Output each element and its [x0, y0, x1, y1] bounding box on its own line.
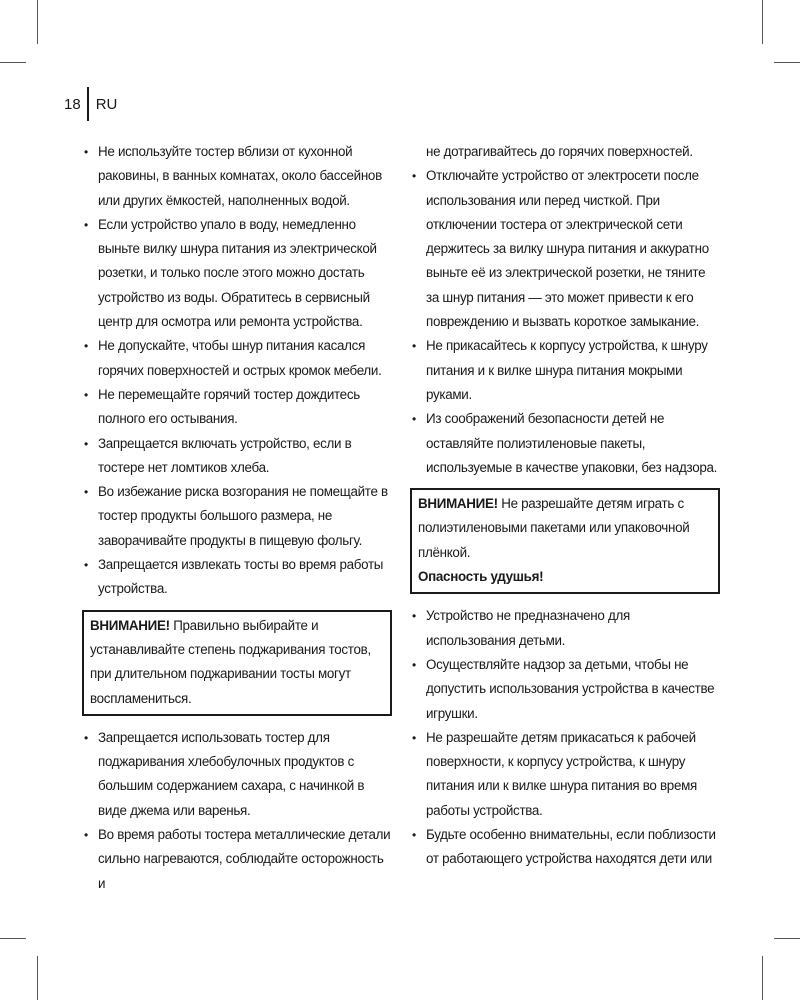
list-item: • Запрещается извлекать тосты во время работы устройства.	[82, 553, 392, 602]
safety-list	[82, 726, 392, 896]
warning-label: ВНИМАНИЕ!	[418, 496, 498, 512]
list-item: • Запрещается использовать тостер для поджаривания хлебобулочных продуктов с большим содержанием сахара, с начинкой в виде джема или варенья.	[82, 726, 392, 823]
safety-list	[410, 164, 720, 480]
safety-list	[410, 604, 720, 871]
page-header	[64, 86, 117, 122]
language-code: RU	[95, 95, 118, 113]
list-item: • Не используйте тостер вблизи от кухонной раковины, в ванных комнатах, около бассейнов или других ёмкостей, наполненных водой.	[82, 140, 392, 213]
crop-mark-bottom-right-h	[774, 938, 800, 939]
list-item: • Будьте особенно внимательны, если поблизости от работающего устройства находятся дети или	[410, 823, 720, 872]
list-item: • Отключайте устройство от электросети после использования или перед чисткой. При отключении тостера от электрической сети держитесь за вилку шнура питания и аккуратно выньте её из электрической розетки, не тяните за шнур питания — это может привести к его повреждению и вызвать короткое замыкание.	[410, 164, 720, 334]
list-item: • Не разрешайте детям прикасаться к рабочей поверхности, к корпусу устройства, к шнуру питания или к вилке шнура питания во время работы устройства.	[410, 726, 720, 823]
warning-label: ВНИМАНИЕ!	[90, 617, 170, 633]
warning-emphasis: Опасность удушья!	[418, 569, 544, 585]
warning-box	[82, 610, 392, 716]
warning-box	[410, 488, 720, 594]
list-item: • Не перемещайте горячий тостер дождитесь полного его остывания.	[82, 383, 392, 432]
list-item: • Не допускайте, чтобы шнур питания касался горячих поверхностей и острых кромок мебели.	[82, 334, 392, 383]
list-item: • Из соображений безопасности детей не оставляйте полиэтиленовые пакеты, используемые в качестве упаковки, без надзора.	[410, 407, 720, 480]
crop-mark-top-left-h	[0, 62, 26, 63]
list-item: • Запрещается включать устройство, если в тостере нет ломтиков хлеба.	[82, 432, 392, 481]
crop-mark-top-right-h	[774, 62, 800, 63]
page-number: 18	[64, 95, 81, 113]
crop-mark-bottom-left-h	[0, 938, 26, 939]
warning-text: Не разрешайте детям играть с полиэтиленовыми пакетами или упаковочной плёнкой.	[418, 496, 690, 560]
list-item: • Во избежание риска возгорания не помещайте в тостер продукты большого размера, не заворачивайте продукты в пищевую фольгу.	[82, 480, 392, 553]
crop-mark-top-right	[762, 0, 763, 44]
list-item: • Во время работы тостера металлические детали сильно нагреваются, соблюдайте осторожность и	[82, 823, 392, 896]
list-item: • Устройство не предназначено для использования детьми.	[410, 604, 720, 653]
right-column	[410, 140, 720, 872]
list-item: • Осуществляйте надзор за детьми, чтобы не допустить использования устройства в качестве игрушки.	[410, 653, 720, 726]
continued-text: не дотрагивайтесь до горячих поверхностей.	[426, 144, 693, 159]
safety-list	[82, 140, 392, 602]
list-item: • Не прикасайтесь к корпусу устройства, к шнуру питания и к вилке шнура питания мокрыми руками.	[410, 334, 720, 407]
crop-mark-bottom-right	[762, 956, 763, 1000]
warning-text: Правильно выбирайте и устанавливайте степень поджаривания тостов, при длительном поджаривании тосты могут воспламениться.	[90, 617, 371, 706]
list-item: • Если устройство упало в воду, немедленно выньте вилку шнура питания из электрической розетки, и только после этого можно достать устройство из воды. Обратитесь в сервисный центр для осмотра или ремонта устройства.	[82, 213, 392, 334]
left-column	[82, 140, 392, 896]
crop-mark-bottom-left	[37, 956, 38, 1000]
crop-mark-top-left	[37, 0, 38, 44]
